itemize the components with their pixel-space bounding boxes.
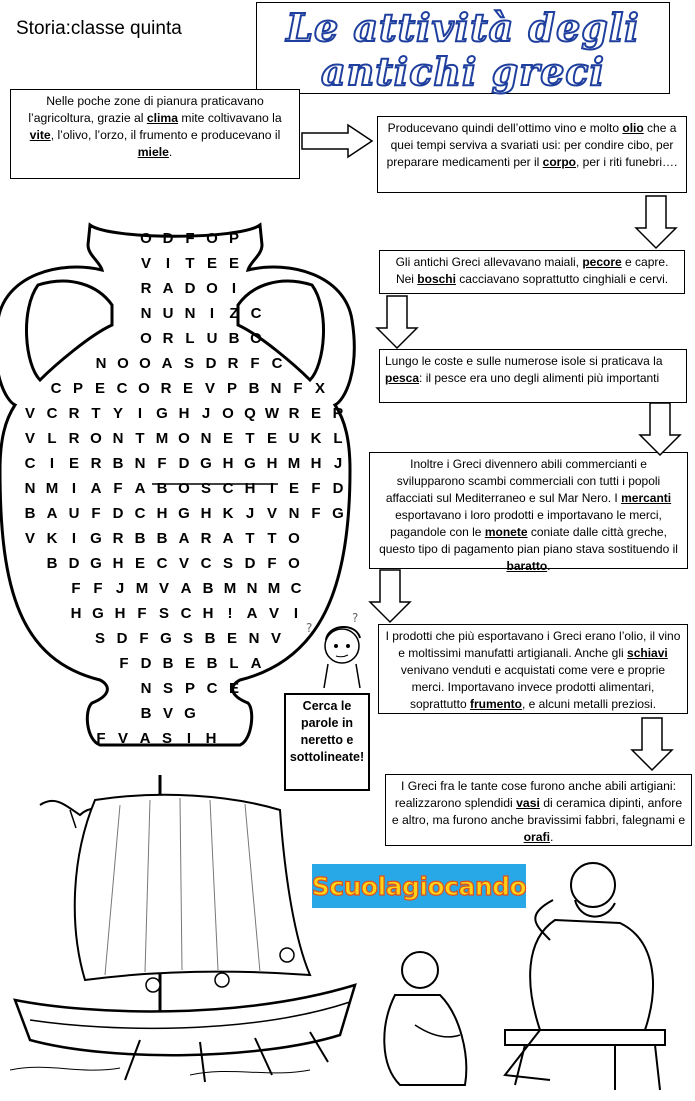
keyword: schiavi [627, 646, 668, 660]
text-box-artigiani [385, 774, 692, 846]
puzzle-row: S D F G S B E N V [94, 630, 281, 647]
puzzle-row: V I T E E [140, 255, 239, 272]
philosopher-and-pupil-illustration [375, 845, 690, 1095]
text-box-olio [377, 116, 687, 193]
paragraph-text: coniate dalle città greche, questo tipo di pagamento pian piano stava sostituendo il [379, 525, 678, 556]
paragraph-text: di ceramica dipinti, anfore e altro, ma furono anche bravissimi fabbri, falegnami e [391, 796, 686, 827]
keyword: pecore [582, 255, 622, 269]
title-line-1: Le attività degli [286, 5, 640, 50]
arrow-down-icon [632, 716, 674, 772]
paragraph-text: e capre. Nei [395, 255, 669, 286]
paragraph-text: . [550, 830, 554, 844]
keyword: olio [622, 121, 644, 135]
keyword: miele [137, 145, 169, 159]
paragraph-text: . [168, 145, 173, 159]
arrow-down-icon [636, 194, 678, 250]
thinking-child-illustration [300, 610, 380, 690]
puzzle-row: B D G H E C V C S D F O [46, 555, 300, 572]
puzzle-row: N O O A S D R F C [95, 355, 283, 372]
paragraph-text: Nelle poche zone di pianura praticavano l’agricoltura, grazie al [28, 94, 264, 125]
arrow-down-icon [377, 294, 419, 350]
text-box-esportazioni [378, 624, 688, 714]
keyword: vite [29, 128, 51, 142]
keyword: clima [146, 111, 179, 125]
greek-ship-illustration [10, 770, 375, 1095]
keyword: monete [484, 525, 528, 539]
text-box-pesca [379, 349, 687, 403]
text-box-commercio [369, 452, 688, 573]
paragraph-text: esportavano i loro prodotti e importavano le merci, pagandole con le [390, 508, 662, 539]
puzzle-row: N U N I Z C [140, 305, 262, 322]
puzzle-row: N S P C E [140, 680, 239, 697]
paragraph-text: I prodotti che più esportavano i Greci erano l’olio, il vino e moltissimi manufatti artigianali. Anche gli [385, 629, 681, 660]
puzzle-row: B V G [140, 705, 196, 722]
paragraph-text: Gli antichi Greci allevavano maiali, [395, 255, 583, 269]
keyword: vasi [516, 796, 540, 810]
keyword: frumento [469, 697, 522, 711]
paragraph-text: Lungo le coste e sulle numerose isole si praticava la [385, 354, 663, 368]
puzzle-row: F D B E B L A [119, 655, 262, 672]
puzzle-row: C I E R B N F D G H G H M H J [24, 455, 343, 472]
subject-label: Storia:classe quinta [16, 18, 182, 39]
puzzle-row: H G H F S C H ! A V I [70, 605, 299, 622]
puzzle-row: O D F O P [140, 230, 239, 247]
text-box-agricoltura [10, 89, 300, 179]
keyword: boschi [417, 272, 456, 286]
paragraph-text: I Greci fra le tante cose furono anche abili artigiani: realizzarono splendidi [394, 779, 677, 810]
puzzle-row: V C R T Y I G H J O Q W R E R [24, 405, 344, 422]
puzzle-row: N M I A F A B O S C H I E F D [24, 480, 344, 497]
keyword: pesca [385, 371, 420, 385]
found-word-strike [150, 480, 290, 488]
keyword: orafi [523, 830, 551, 844]
paragraph-text: : il pesce era uno degli alimenti più importanti [419, 371, 660, 385]
paragraph-text: , l’olivo, l’orzo, il frumento e producevano il [50, 128, 281, 142]
puzzle-row: V K I G R B B A R A T T O [24, 530, 300, 547]
svg-text:?: ? [306, 621, 313, 635]
puzzle-row: R A D O I [140, 280, 237, 297]
puzzle-row: V L R O N T M O N E T E U K L [24, 430, 343, 447]
arrow-right-icon [300, 123, 375, 159]
paragraph-text: mite coltivavano la [178, 111, 282, 125]
search-instruction-box: Cerca le parole in neretto e sottolineate! [284, 693, 370, 791]
puzzle-row: F V A S I H [96, 730, 217, 747]
arrow-down-icon [640, 401, 682, 457]
puzzle-row: B A U F D C H G H K J V N F G [24, 505, 344, 522]
paragraph-text: cacciavano soprattutto cinghiali e cervi. [455, 272, 669, 286]
paragraph-text: Inoltre i Greci divennero abili commercianti e svilupparono scambi commerciali con tutti i popoli affacciati sul Mediterraneo e sul Mar Nero. I [385, 457, 661, 505]
paragraph-text: Producevano quindi dell’ottimo vino e molto [387, 121, 623, 135]
paragraph-text: , per i riti funebri…. [576, 155, 678, 169]
title-line-2: antichi greci [320, 49, 605, 94]
paragraph-text: . [547, 559, 551, 573]
puzzle-row: C P E C O R E V P B N F X [50, 380, 325, 397]
logo-text: Scuolagiocando [311, 871, 527, 901]
paragraph-text: , e alcuni metalli preziosi. [521, 697, 657, 711]
puzzle-row: F F J M V A B M N M C [71, 580, 302, 597]
paragraph-text: venivano venduti e acquistati come vere e proprie merci. Importavano invece prodotti alimentari, soprattutto [400, 663, 666, 711]
puzzle-row: O R L U B O [140, 330, 262, 347]
keyword: corpo [542, 155, 577, 169]
paragraph-text: che a quei tempi serviva a svariati usi: per condire cibo, per preparare medicamenti per il [386, 121, 677, 169]
keyword: mercanti [621, 491, 672, 505]
title-box [256, 2, 670, 94]
text-box-allevamento [379, 250, 685, 294]
svg-text:?: ? [352, 611, 359, 625]
keyword: baratto [506, 559, 548, 573]
